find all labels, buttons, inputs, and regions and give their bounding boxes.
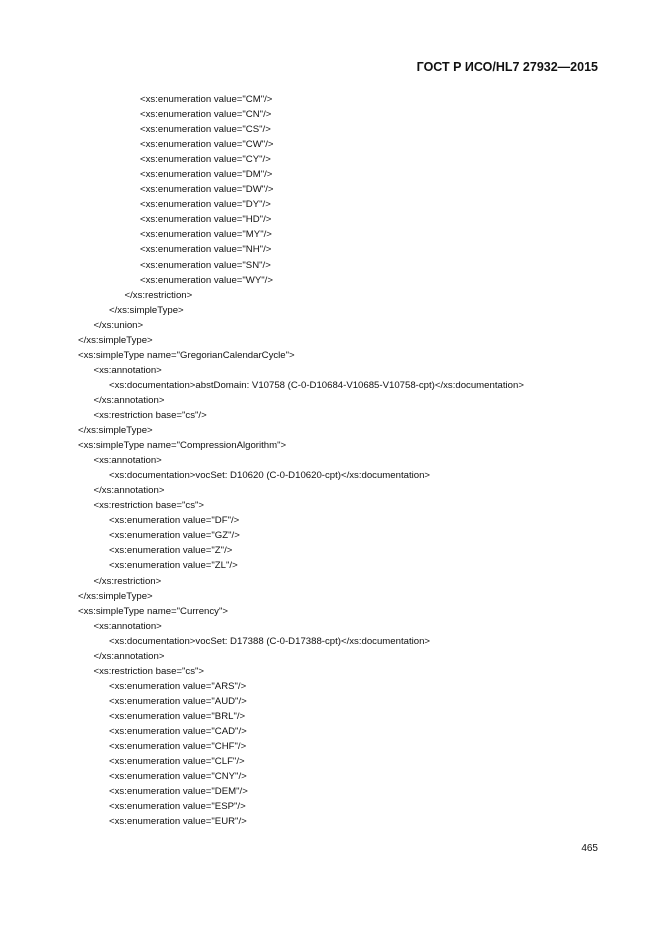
- code-line: <xs:enumeration value="DW"/>: [140, 184, 274, 196]
- code-line: <xs:annotation>: [93, 455, 162, 467]
- code-line: </xs:annotation>: [93, 650, 165, 662]
- code-line: <xs:enumeration value="CNY"/>: [109, 771, 247, 783]
- code-line: <xs:enumeration value="CW"/>: [140, 139, 274, 151]
- code-line: <xs:enumeration value="CAD"/>: [109, 725, 247, 737]
- page-number: 465: [581, 843, 598, 854]
- code-line: </xs:restriction>: [124, 289, 193, 301]
- code-line: <xs:restriction base="cs"/>: [93, 409, 207, 421]
- code-line: </xs:restriction>: [93, 575, 162, 587]
- code-line: <xs:enumeration value="BRL"/>: [109, 710, 246, 722]
- code-line: <xs:simpleType name="CompressionAlgorithm">: [78, 440, 287, 452]
- code-line: <xs:enumeration value="HD"/>: [140, 214, 272, 226]
- code-line: <xs:documentation>vocSet: D10620 (C-0-D10620-cpt)</xs:documentation>: [109, 470, 431, 482]
- code-line: <xs:enumeration value="ESP"/>: [109, 801, 246, 813]
- code-line: <xs:restriction base="cs">: [93, 665, 205, 677]
- code-line: <xs:enumeration value="DM"/>: [140, 169, 273, 181]
- code-line: <xs:enumeration value="CS"/>: [140, 124, 271, 136]
- document-header: ГОСТ Р ИСО/HL7 27932—2015: [416, 60, 598, 74]
- code-line: </xs:simpleType>: [78, 590, 153, 602]
- code-line: </xs:annotation>: [93, 394, 165, 406]
- code-line: <xs:documentation>abstDomain: V10758 (C-0-D10684-V10685-V10758-cpt)</xs:documentation>: [109, 379, 524, 391]
- code-line: <xs:enumeration value="SN"/>: [140, 259, 271, 271]
- code-line: <xs:enumeration value="NH"/>: [140, 244, 272, 256]
- code-line: <xs:simpleType name="Currency">: [78, 605, 228, 617]
- code-line: <xs:enumeration value="CLF"/>: [109, 756, 245, 768]
- code-line: <xs:enumeration value="DF"/>: [109, 515, 240, 527]
- code-line: <xs:enumeration value="DY"/>: [140, 199, 271, 211]
- code-line: <xs:enumeration value="DEM"/>: [109, 786, 248, 798]
- code-line: <xs:enumeration value="CY"/>: [140, 154, 271, 166]
- code-line: <xs:enumeration value="GZ"/>: [109, 530, 240, 542]
- code-line: <xs:annotation>: [93, 364, 162, 376]
- code-line: <xs:enumeration value="Z"/>: [109, 545, 233, 557]
- xml-code-listing: [78, 92, 598, 829]
- code-line: </xs:simpleType>: [78, 425, 153, 437]
- code-line: <xs:enumeration value="CN"/>: [140, 109, 272, 121]
- code-line: </xs:simpleType>: [109, 304, 184, 316]
- code-line: <xs:annotation>: [93, 620, 162, 632]
- code-line: <xs:enumeration value="AUD"/>: [109, 695, 247, 707]
- code-line: </xs:annotation>: [93, 485, 165, 497]
- code-line: <xs:documentation>vocSet: D17388 (C-0-D17388-cpt)</xs:documentation>: [109, 635, 431, 647]
- code-line: <xs:enumeration value="CHF"/>: [109, 741, 247, 753]
- code-line: <xs:enumeration value="WY"/>: [140, 274, 273, 286]
- code-line: <xs:enumeration value="MY"/>: [140, 229, 272, 241]
- code-line: </xs:union>: [93, 319, 144, 331]
- code-line: <xs:restriction base="cs">: [93, 500, 205, 512]
- code-line: <xs:simpleType name="GregorianCalendarCycle">: [78, 349, 295, 361]
- code-line: <xs:enumeration value="ARS"/>: [109, 680, 247, 692]
- code-line: <xs:enumeration value="EUR"/>: [109, 816, 247, 828]
- code-line: </xs:simpleType>: [78, 334, 153, 346]
- code-line: <xs:enumeration value="CM"/>: [140, 94, 273, 105]
- code-line: <xs:enumeration value="ZL"/>: [109, 560, 238, 572]
